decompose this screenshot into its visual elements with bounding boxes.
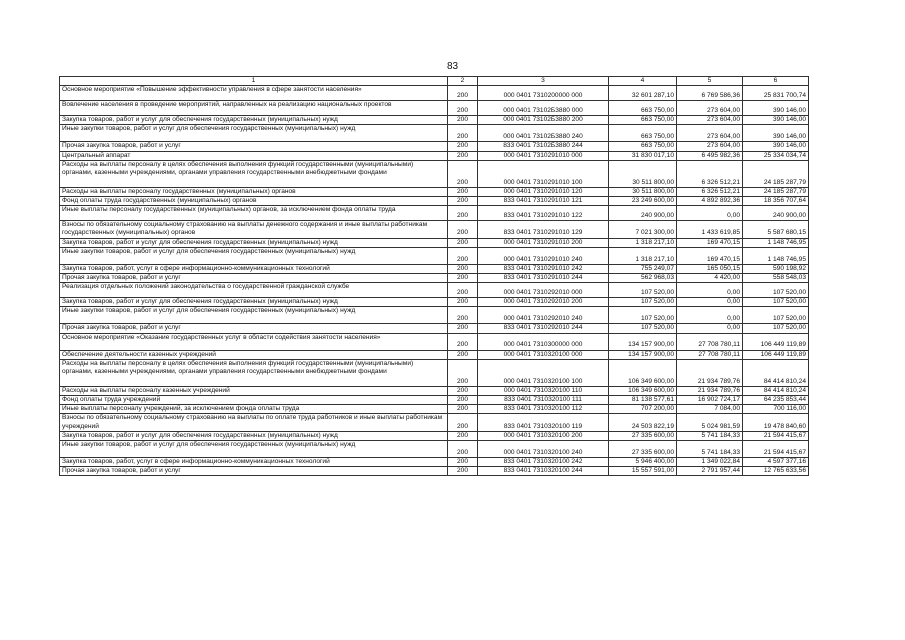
- row-name: Закупка товаров, работ, услуг в сфере информационно-коммуникационных технологий: [60, 264, 448, 273]
- row-unexecuted: 24 185 287,79: [743, 187, 809, 196]
- row-name: Иные выплаты персоналу учреждений, за исключением фонда оплаты труда: [60, 405, 448, 414]
- row-code: 200: [448, 298, 478, 307]
- row-approved: 106 349 600,00: [609, 386, 677, 395]
- row-approved: 134 157 900,00: [609, 333, 677, 350]
- table-row: [60, 333, 809, 350]
- row-approved: 107 520,00: [609, 324, 677, 333]
- row-unexecuted: 1 148 746,95: [743, 238, 809, 247]
- row-name: Фонд оплаты труда государственных (муниципальных) органов: [60, 197, 448, 206]
- row-approved: 32 601 287,10: [609, 86, 677, 101]
- row-code: 200: [448, 359, 478, 386]
- row-executed: 5 024 981,59: [677, 414, 743, 431]
- row-executed: 273 604,00: [677, 101, 743, 116]
- row-unexecuted: 107 520,00: [743, 324, 809, 333]
- table-row: [60, 238, 809, 247]
- table-row: [60, 125, 809, 142]
- row-approved: 562 968,03: [609, 274, 677, 283]
- row-approved: 663 750,00: [609, 142, 677, 151]
- row-budget-code: 000 0401 7310291010 120: [478, 187, 609, 196]
- row-budget-code: 000 0401 7310292010 240: [478, 307, 609, 324]
- row-approved: 31 830 017,10: [609, 151, 677, 160]
- row-name: Основное мероприятие «Повышение эффективности управления в сфере занятости населения»: [60, 86, 448, 101]
- row-unexecuted: 107 520,00: [743, 283, 809, 298]
- row-approved: 27 335 600,00: [609, 431, 677, 440]
- row-unexecuted: 24 185 287,79: [743, 160, 809, 187]
- row-unexecuted: 1 148 746,95: [743, 247, 809, 264]
- row-unexecuted: 106 449 119,89: [743, 333, 809, 350]
- row-code: 200: [448, 238, 478, 247]
- row-approved: 106 349 600,00: [609, 359, 677, 386]
- row-name: Иные закупки товаров, работ и услуг для обеспечения государственных (муниципальных) нужд: [60, 125, 448, 142]
- row-code: 200: [448, 405, 478, 414]
- row-name: Обеспечение деятельности казенных учреждений: [60, 350, 448, 359]
- row-executed: 21 934 789,76: [677, 386, 743, 395]
- row-name: Расходы на выплаты персоналу казенных учреждений: [60, 386, 448, 395]
- table-row: [60, 197, 809, 206]
- table-row: [60, 221, 809, 238]
- row-executed: 273 604,00: [677, 116, 743, 125]
- row-name: Взносы по обязательному социальному страхованию на выплаты денежного содержания и иные выплаты работникам государственных (муниципальных) органов: [60, 221, 448, 238]
- row-budget-code: 833 0401 7310320100 119: [478, 414, 609, 431]
- table-row: [60, 101, 809, 116]
- row-unexecuted: 107 520,00: [743, 298, 809, 307]
- row-unexecuted: 12 765 633,56: [743, 467, 809, 476]
- row-executed: 0,00: [677, 283, 743, 298]
- row-executed: 169 470,15: [677, 247, 743, 264]
- row-unexecuted: 64 235 853,44: [743, 396, 809, 405]
- row-approved: 1 318 217,10: [609, 238, 677, 247]
- row-code: 200: [448, 396, 478, 405]
- row-name: Закупка товаров, работ, услуг в сфере информационно-коммуникационных технологий: [60, 458, 448, 467]
- row-code: 200: [448, 142, 478, 151]
- row-budget-code: 000 0401 7310320100 110: [478, 386, 609, 395]
- table-row: [60, 458, 809, 467]
- row-code: 200: [448, 458, 478, 467]
- table-row: [60, 187, 809, 196]
- row-budget-code: 000 0401 73102Б3880 240: [478, 125, 609, 142]
- table-row: [60, 283, 809, 298]
- row-approved: 663 750,00: [609, 116, 677, 125]
- table-row: [60, 142, 809, 151]
- table-row: [60, 247, 809, 264]
- row-name: Прочая закупка товаров, работ и услуг: [60, 274, 448, 283]
- row-budget-code: 833 0401 7310291010 242: [478, 264, 609, 273]
- row-code: 200: [448, 467, 478, 476]
- row-code: 200: [448, 283, 478, 298]
- row-approved: 27 335 600,00: [609, 441, 677, 458]
- row-name: Иные закупки товаров, работ и услуг для обеспечения государственных (муниципальных) нужд: [60, 307, 448, 324]
- table-row: [60, 298, 809, 307]
- row-approved: 7 021 300,00: [609, 221, 677, 238]
- row-budget-code: 000 0401 7310292010 000: [478, 283, 609, 298]
- row-budget-code: 000 0401 7310292010 200: [478, 298, 609, 307]
- row-name: Иные выплаты персоналу государственных (муниципальных) органов, за исключением фонда оплаты труда: [60, 206, 448, 221]
- row-name: Закупка товаров, работ и услуг для обеспечения государственных (муниципальных) нужд: [60, 116, 448, 125]
- row-budget-code: 833 0401 7310291010 129: [478, 221, 609, 238]
- row-code: 200: [448, 86, 478, 101]
- row-unexecuted: 107 520,00: [743, 307, 809, 324]
- row-code: 200: [448, 431, 478, 440]
- row-budget-code: 000 0401 7310200000 000: [478, 86, 609, 101]
- row-code: 200: [448, 160, 478, 187]
- row-code: 200: [448, 441, 478, 458]
- row-budget-code: 833 0401 7310291010 122: [478, 206, 609, 221]
- row-unexecuted: 84 414 810,24: [743, 386, 809, 395]
- table-row: [60, 350, 809, 359]
- column-header-4: 4: [609, 77, 677, 86]
- row-budget-code: 000 0401 7310291010 000: [478, 151, 609, 160]
- row-budget-code: 833 0401 7310320100 111: [478, 396, 609, 405]
- row-code: 200: [448, 151, 478, 160]
- row-budget-code: 000 0401 7310320100 240: [478, 441, 609, 458]
- row-budget-code: 833 0401 7310320100 112: [478, 405, 609, 414]
- row-name: Вовлечение населения в проведение мероприятий, направленных на реализацию национальных проектов: [60, 101, 448, 116]
- table-header-row: [60, 77, 809, 86]
- row-code: 200: [448, 206, 478, 221]
- row-budget-code: 000 0401 7310320100 100: [478, 359, 609, 386]
- row-executed: 4 892 892,36: [677, 197, 743, 206]
- row-code: 200: [448, 333, 478, 350]
- table-row: [60, 431, 809, 440]
- row-name: Прочая закупка товаров, работ и услуг: [60, 324, 448, 333]
- row-executed: 27 708 780,11: [677, 350, 743, 359]
- row-name: Прочая закупка товаров, работ и услуг: [60, 467, 448, 476]
- row-unexecuted: 390 146,00: [743, 101, 809, 116]
- row-code: 200: [448, 197, 478, 206]
- row-code: 200: [448, 350, 478, 359]
- row-approved: 663 750,00: [609, 101, 677, 116]
- row-approved: 81 138 577,61: [609, 396, 677, 405]
- table-row: [60, 441, 809, 458]
- table-row: [60, 386, 809, 395]
- table-row: [60, 467, 809, 476]
- table-row: [60, 324, 809, 333]
- column-header-2: 2: [448, 77, 478, 86]
- table-row: [60, 307, 809, 324]
- row-executed: 2 791 957,44: [677, 467, 743, 476]
- row-budget-code: 000 0401 7310291010 200: [478, 238, 609, 247]
- row-executed: 273 604,00: [677, 125, 743, 142]
- page-number: 83: [446, 61, 459, 72]
- table-row: [60, 151, 809, 160]
- row-budget-code: 000 0401 7310300000 000: [478, 333, 609, 350]
- row-name: Закупка товаров, работ и услуг для обеспечения государственных (муниципальных) нужд: [60, 431, 448, 440]
- row-name: Закупка товаров, работ и услуг для обеспечения государственных (муниципальных) нужд: [60, 298, 448, 307]
- row-code: 200: [448, 414, 478, 431]
- row-executed: 165 050,15: [677, 264, 743, 273]
- row-unexecuted: 390 146,00: [743, 142, 809, 151]
- row-executed: 5 741 184,33: [677, 431, 743, 440]
- row-unexecuted: 18 356 707,64: [743, 197, 809, 206]
- row-unexecuted: 590 198,92: [743, 264, 809, 273]
- row-executed: 21 934 789,76: [677, 359, 743, 386]
- table-row: [60, 264, 809, 273]
- row-approved: 23 249 600,00: [609, 197, 677, 206]
- row-unexecuted: 240 900,00: [743, 206, 809, 221]
- row-executed: 273 604,00: [677, 142, 743, 151]
- row-code: 200: [448, 324, 478, 333]
- row-budget-code: 833 0401 7310291010 244: [478, 274, 609, 283]
- table-row: [60, 359, 809, 386]
- row-executed: 6 495 982,36: [677, 151, 743, 160]
- row-name: Взносы по обязательному социальному страхованию на выплаты по оплате труда работников и иные выплаты работникам учреждений: [60, 414, 448, 431]
- row-name: Основное мероприятие «Оказание государственных услуг в области содействия занятости населения»: [60, 333, 448, 350]
- row-executed: 27 708 780,11: [677, 333, 743, 350]
- row-name: Центральный аппарат: [60, 151, 448, 160]
- row-approved: 107 520,00: [609, 283, 677, 298]
- row-approved: 30 511 800,00: [609, 160, 677, 187]
- row-name: Расходы на выплаты персоналу в целях обеспечения выполнения функций государственными (муниципальными) органами, казенными учреждениями, органами управления государственными внебюджетными фондами: [60, 160, 448, 187]
- row-executed: 1 433 619,85: [677, 221, 743, 238]
- column-header-6: 6: [743, 77, 809, 86]
- row-code: 200: [448, 274, 478, 283]
- row-executed: 6 769 586,36: [677, 86, 743, 101]
- row-approved: 107 520,00: [609, 307, 677, 324]
- row-executed: 169 470,15: [677, 238, 743, 247]
- row-approved: 707 200,00: [609, 405, 677, 414]
- row-unexecuted: 25 334 034,74: [743, 151, 809, 160]
- row-budget-code: 833 0401 7310320100 242: [478, 458, 609, 467]
- row-unexecuted: 558 548,03: [743, 274, 809, 283]
- column-header-5: 5: [677, 77, 743, 86]
- row-unexecuted: 21 594 415,67: [743, 441, 809, 458]
- table-row: [60, 206, 809, 221]
- row-approved: 663 750,00: [609, 125, 677, 142]
- row-code: 200: [448, 116, 478, 125]
- row-approved: 755 249,07: [609, 264, 677, 273]
- row-unexecuted: 390 146,00: [743, 125, 809, 142]
- row-executed: 6 326 512,21: [677, 160, 743, 187]
- row-code: 200: [448, 307, 478, 324]
- row-name: Реализация отдельных положений законодательства о государственной гражданской службе: [60, 283, 448, 298]
- table-row: [60, 414, 809, 431]
- row-unexecuted: 106 449 119,89: [743, 350, 809, 359]
- row-approved: 240 900,00: [609, 206, 677, 221]
- column-header-1: 1: [60, 77, 448, 86]
- row-unexecuted: 700 116,00: [743, 405, 809, 414]
- row-name: Закупка товаров, работ и услуг для обеспечения государственных (муниципальных) нужд: [60, 238, 448, 247]
- row-unexecuted: 4 597 377,16: [743, 458, 809, 467]
- row-executed: 0,00: [677, 324, 743, 333]
- row-unexecuted: 19 478 840,60: [743, 414, 809, 431]
- row-executed: 0,00: [677, 307, 743, 324]
- row-executed: 6 326 512,21: [677, 187, 743, 196]
- row-name: Фонд оплаты труда учреждений: [60, 396, 448, 405]
- row-code: 200: [448, 247, 478, 264]
- table-row: [60, 86, 809, 101]
- row-code: 200: [448, 101, 478, 116]
- row-budget-code: 000 0401 7310320100 200: [478, 431, 609, 440]
- row-budget-code: 833 0401 73102Б3880 244: [478, 142, 609, 151]
- row-executed: 1 349 022,84: [677, 458, 743, 467]
- row-budget-code: 833 0401 7310291010 121: [478, 197, 609, 206]
- row-unexecuted: 390 146,00: [743, 116, 809, 125]
- row-executed: 5 741 184,33: [677, 441, 743, 458]
- row-approved: 15 557 591,00: [609, 467, 677, 476]
- table-row: [60, 160, 809, 187]
- row-budget-code: 000 0401 73102Б3880 000: [478, 101, 609, 116]
- row-budget-code: 833 0401 7310292010 244: [478, 324, 609, 333]
- table-row: [60, 396, 809, 405]
- row-approved: 107 520,00: [609, 298, 677, 307]
- row-unexecuted: 21 594 415,67: [743, 431, 809, 440]
- row-approved: 5 946 400,00: [609, 458, 677, 467]
- row-approved: 30 511 800,00: [609, 187, 677, 196]
- row-budget-code: 000 0401 7310320100 000: [478, 350, 609, 359]
- row-name: Расходы на выплаты персоналу государственных (муниципальных) органов: [60, 187, 448, 196]
- row-code: 200: [448, 264, 478, 273]
- row-executed: 4 420,00: [677, 274, 743, 283]
- table-row: [60, 274, 809, 283]
- row-budget-code: 000 0401 73102Б3880 200: [478, 116, 609, 125]
- row-budget-code: 000 0401 7310291010 100: [478, 160, 609, 187]
- row-approved: 1 318 217,10: [609, 247, 677, 264]
- table-row: [60, 405, 809, 414]
- budget-table: [59, 76, 809, 476]
- row-approved: 134 157 900,00: [609, 350, 677, 359]
- row-name: Расходы на выплаты персоналу в целях обеспечения выполнения функций государственными (муниципальными) органами, казенными учреждениями, органами управления государственными внебюджетными фондами: [60, 359, 448, 386]
- row-executed: 0,00: [677, 298, 743, 307]
- row-executed: 16 902 724,17: [677, 396, 743, 405]
- row-unexecuted: 5 587 680,15: [743, 221, 809, 238]
- row-code: 200: [448, 125, 478, 142]
- row-code: 200: [448, 187, 478, 196]
- row-unexecuted: 84 414 810,24: [743, 359, 809, 386]
- row-name: Прочая закупка товаров, работ и услуг: [60, 142, 448, 151]
- table-row: [60, 116, 809, 125]
- row-executed: 7 084,00: [677, 405, 743, 414]
- row-name: Иные закупки товаров, работ и услуг для обеспечения государственных (муниципальных) нужд: [60, 441, 448, 458]
- row-budget-code: 833 0401 7310320100 244: [478, 467, 609, 476]
- row-budget-code: 000 0401 7310291010 240: [478, 247, 609, 264]
- column-header-3: 3: [478, 77, 609, 86]
- row-approved: 24 503 822,19: [609, 414, 677, 431]
- row-name: Иные закупки товаров, работ и услуг для обеспечения государственных (муниципальных) нужд: [60, 247, 448, 264]
- row-code: 200: [448, 221, 478, 238]
- row-code: 200: [448, 386, 478, 395]
- row-unexecuted: 25 831 700,74: [743, 86, 809, 101]
- row-executed: 0,00: [677, 206, 743, 221]
